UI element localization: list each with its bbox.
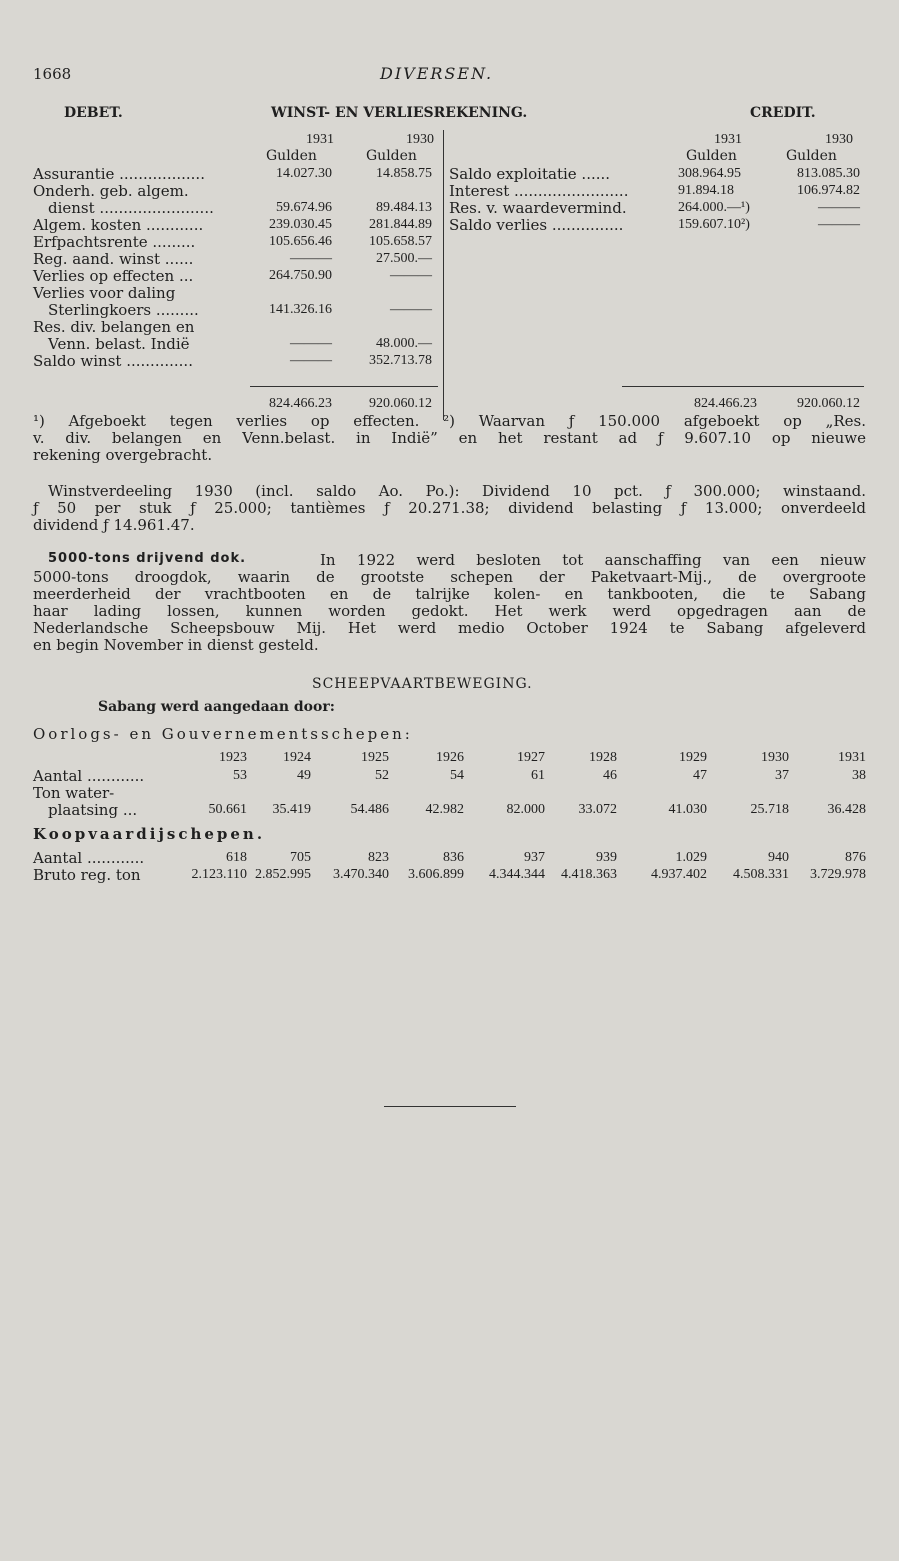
debet-row-label: Saldo winst .............. [33, 352, 193, 370]
subheading-koopvaardij: Koopvaardijschepen. [33, 825, 266, 843]
debet-row-value-1930: ——— [390, 268, 432, 283]
debet-row-value-1930: 105.658.57 [369, 234, 432, 249]
credit-row-value-1930: 106.974.82 [797, 183, 860, 198]
bruto-cell: 4.508.331 [733, 867, 789, 882]
aantal2-cell: 940 [768, 850, 789, 865]
page-number: 1668 [33, 65, 72, 83]
debet-row-value-1930: 48.000.— [376, 336, 432, 351]
footnote-line-2: v. div. belangen en Venn.belast. in Indië” en het restant ad ƒ 9.607.10 op nieuwe [33, 429, 866, 447]
account-separator [443, 130, 444, 420]
credit-row-label: Interest ........................ [449, 182, 629, 200]
bruto-cell: 4.937.402 [651, 867, 707, 882]
end-rule [384, 1106, 516, 1107]
ship-year-header: 1931 [838, 750, 866, 765]
dok-heading: 5000-tons drijvend dok. [48, 551, 247, 566]
debet-row-value-1930: 14.858.75 [376, 166, 432, 181]
bruto-cell: 4.418.363 [561, 867, 617, 882]
ton-cell: 36.428 [827, 802, 866, 817]
debet-row-value-1931: 239.030.45 [269, 217, 332, 232]
bruto-label: Bruto reg. ton [33, 866, 141, 884]
credit-total-1931: 824.466.23 [694, 396, 757, 411]
ship-year-header: 1924 [283, 750, 311, 765]
debet-total-rule [250, 386, 438, 387]
dok-line-4: haar lading lossen, kunnen worden gedokt. Het werk werd opgedragen aan de [33, 602, 866, 620]
debet-row-value-1931: 264.750.90 [269, 268, 332, 283]
aantal2-cell: 1.029 [675, 850, 707, 865]
debet-row-label: Sterlingkoers ......... [48, 301, 199, 319]
credit-row-value-1931: 308.964.95 [678, 166, 741, 181]
debet-unit-1930: Gulden [366, 148, 417, 164]
debet-unit-1931: Gulden [266, 148, 317, 164]
debet-row-label: Algem. kosten ............ [33, 216, 204, 234]
credit-label: CREDIT. [750, 105, 816, 121]
aantal2-cell: 836 [443, 850, 464, 865]
account-title: WINST- EN VERLIESREKENING. [271, 105, 528, 121]
aantal1-cell: 54 [450, 768, 464, 783]
credit-total-1930: 920.060.12 [797, 396, 860, 411]
credit-year-1930: 1930 [825, 132, 853, 147]
ship-year-header: 1923 [219, 750, 247, 765]
aantal1-cell: 38 [852, 768, 866, 783]
dok-line-5: Nederlandsche Scheepsbouw Mij. Het werd medio October 1924 te Sabang afgeleverd [33, 619, 866, 637]
ton-cell: 50.661 [208, 802, 247, 817]
subheading-oorlogs: Oorlogs- en Gouvernementsschepen: [33, 725, 413, 743]
ship-year-header: 1929 [679, 750, 707, 765]
aantal1-cell: 49 [297, 768, 311, 783]
debet-row-label: Erfpachtsrente ......... [33, 233, 196, 251]
dok-line-6: en begin November in dienst gesteld. [33, 636, 319, 654]
aantal1-cell: 37 [775, 768, 789, 783]
debet-year-1931: 1931 [306, 132, 334, 147]
ton-cell: 35.419 [272, 802, 311, 817]
ship-year-header: 1930 [761, 750, 789, 765]
debet-row-label: Res. div. belangen en [33, 318, 195, 336]
debet-row-value-1931: 141.326.16 [269, 302, 332, 317]
ton-cell: 54.486 [350, 802, 389, 817]
credit-row-value-1930: ——— [818, 200, 860, 215]
debet-row-label: Verlies op effecten ... [33, 267, 194, 285]
dok-line-3: meerderheid der vrachtbooten en de talrijke kolen- en tankbooten, die te Sabang [33, 585, 866, 603]
winstverdeeling-line-3: dividend ƒ 14.961.47. [33, 516, 195, 534]
ship-year-header: 1927 [517, 750, 545, 765]
debet-row-value-1930: ——— [390, 302, 432, 317]
aantal1-cell: 47 [693, 768, 707, 783]
ship-year-header: 1928 [589, 750, 617, 765]
ton-cell: 41.030 [668, 802, 707, 817]
ton-cell: 82.000 [506, 802, 545, 817]
aantal2-cell: 823 [368, 850, 389, 865]
aantal2-cell: 939 [596, 850, 617, 865]
credit-row-value-1931: 159.607.10²) [678, 217, 750, 232]
bruto-cell: 2.123.110 [191, 867, 247, 882]
aantal2-cell: 705 [290, 850, 311, 865]
debet-row-value-1931: 14.027.30 [276, 166, 332, 181]
debet-label: DEBET. [64, 105, 123, 121]
debet-row-value-1931: 59.674.96 [276, 200, 332, 215]
credit-year-1931: 1931 [714, 132, 742, 147]
debet-row-value-1931: 105.656.46 [269, 234, 332, 249]
bruto-cell: 3.606.899 [408, 867, 464, 882]
debet-row-value-1931: ——— [290, 251, 332, 266]
debet-row-value-1930: 89.484.13 [376, 200, 432, 215]
credit-total-rule [622, 386, 864, 387]
aantal1-cell: 61 [531, 768, 545, 783]
running-title: DIVERSEN. [380, 64, 494, 83]
winstverdeeling-line-1: Winstverdeeling 1930 (incl. saldo Ao. Po.): Dividend 10 pct. ƒ 300.000; winstaand. [48, 482, 866, 500]
ship-year-header: 1925 [361, 750, 389, 765]
ship-year-header: 1926 [436, 750, 464, 765]
credit-unit-1930: Gulden [786, 148, 837, 164]
debet-row-label: Assurantie .................. [33, 165, 205, 183]
dok-line-2: 5000-tons droogdok, waarin de grootste schepen der Paketvaart-Mij., de overgroote [33, 568, 866, 586]
aantal2-label: Aantal ............ [33, 849, 145, 867]
debet-row-value-1930: 352.713.78 [369, 353, 432, 368]
debet-row-label: Reg. aand. winst ...... [33, 250, 194, 268]
credit-row-value-1930: ——— [818, 217, 860, 232]
credit-row-label: Saldo verlies ............... [449, 216, 624, 234]
winstverdeeling-line-2: ƒ 50 per stuk ƒ 25.000; tantièmes ƒ 20.271.38; dividend belasting ƒ 13.000; onverdeeld [33, 499, 866, 517]
credit-row-value-1931: 264.000.—¹) [678, 200, 750, 215]
ton-label-2: plaatsing ... [48, 801, 138, 819]
aantal1-cell: 46 [603, 768, 617, 783]
debet-row-label: Onderh. geb. algem. [33, 182, 189, 200]
credit-row-value-1930: 813.085.30 [797, 166, 860, 181]
bruto-cell: 4.344.344 [489, 867, 545, 882]
credit-row-label: Saldo exploitatie ...... [449, 165, 611, 183]
debet-row-label: dienst ........................ [48, 199, 214, 217]
debet-row-label: Verlies voor daling [33, 284, 176, 302]
debet-year-1930: 1930 [406, 132, 434, 147]
debet-row-value-1931: ——— [290, 353, 332, 368]
footnote-line-3: rekening overgebracht. [33, 446, 213, 464]
aantal2-cell: 937 [524, 850, 545, 865]
debet-total-1930: 920.060.12 [369, 396, 432, 411]
debet-row-label: Venn. belast. Indië [48, 335, 190, 353]
debet-row-value-1930: 27.500.— [376, 251, 432, 266]
bruto-cell: 3.729.978 [810, 867, 866, 882]
scheepvaart-title: SCHEEPVAARTBEWEGING. [312, 676, 533, 692]
debet-total-1931: 824.466.23 [269, 396, 332, 411]
ton-label-1: Ton water- [33, 784, 115, 802]
aantal1-cell: 53 [233, 768, 247, 783]
credit-row-label: Res. v. waardevermind. [449, 199, 627, 217]
footnote-line-1: ¹) Afgeboekt tegen verlies op effecten. ²) Waarvan ƒ 150.000 afgeboekt op „Res. [33, 412, 866, 430]
aantal2-cell: 876 [845, 850, 866, 865]
dok-line-1: In 1922 werd besloten tot aanschaffing van een nieuw [320, 551, 866, 569]
credit-row-value-1931: 91.894.18 [678, 183, 734, 198]
credit-unit-1931: Gulden [686, 148, 737, 164]
aantal2-cell: 618 [226, 850, 247, 865]
aantal1-label: Aantal ............ [33, 767, 145, 785]
bruto-cell: 2.852.995 [255, 867, 311, 882]
ton-cell: 42.982 [425, 802, 464, 817]
aantal1-cell: 52 [375, 768, 389, 783]
debet-row-value-1930: 281.844.89 [369, 217, 432, 232]
bruto-cell: 3.470.340 [333, 867, 389, 882]
debet-row-value-1931: ——— [290, 336, 332, 351]
ton-cell: 33.072 [578, 802, 617, 817]
scheepvaart-intro: Sabang werd aangedaan door: [98, 699, 335, 715]
ton-cell: 25.718 [750, 802, 789, 817]
